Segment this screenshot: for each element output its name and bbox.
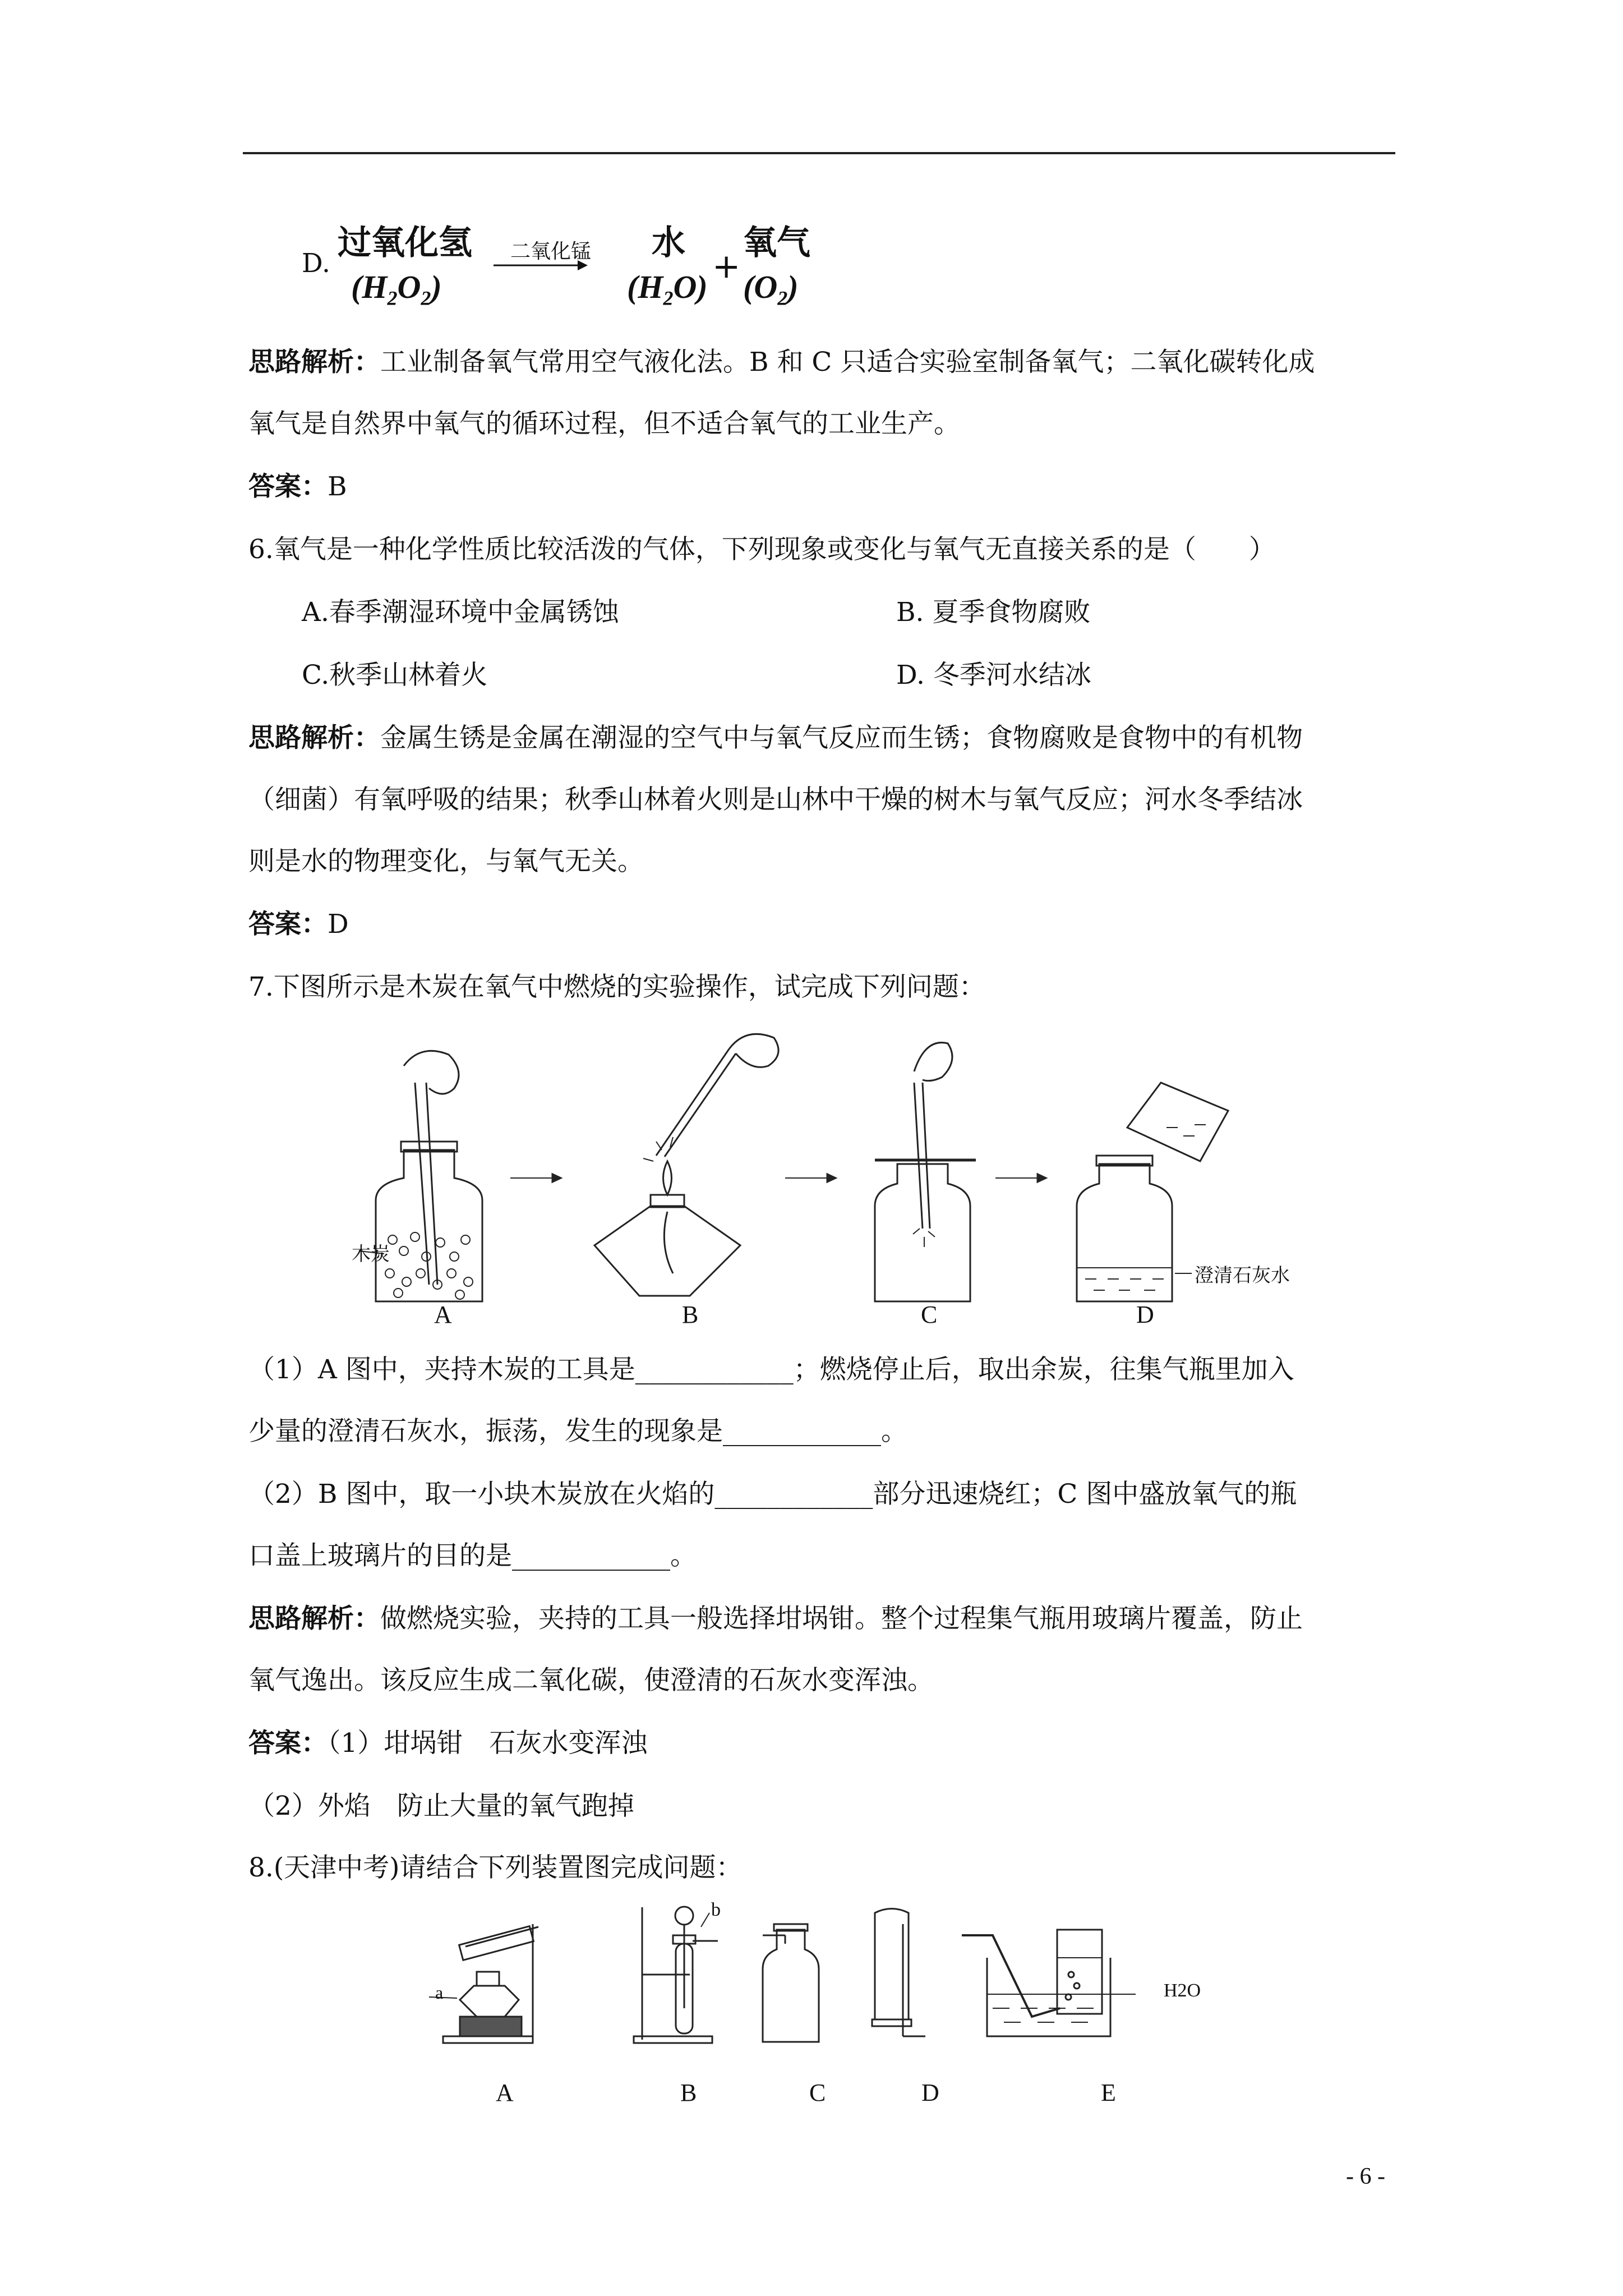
q6-option-d: D. 冬季河水结冰 <box>896 660 1091 691</box>
catalyst-label: 二氧化锰 <box>510 240 592 263</box>
label-limewater: 澄清石灰水 <box>1195 1264 1290 1287</box>
q7-stem: 7.下图所示是木炭在氧气中燃烧的实验操作，试完成下列问题： <box>248 972 985 1002</box>
answer-label: 答案： <box>248 471 328 502</box>
q7-analysis-line1: 思路解析：做燃烧实验，夹持的工具一般选择坩埚钳。整个过程集气瓶用玻璃片覆盖，防止 <box>248 1603 1303 1634</box>
q7-part1-line2: 少量的澄清石灰水，振荡，发生的现象是____________。 <box>248 1416 907 1447</box>
reactant-formula: $(H_2O_2)$ <box>351 269 442 310</box>
q6-answer: 答案：D <box>248 909 349 940</box>
fig8-label-c: C <box>809 2079 826 2106</box>
label-water: H2O <box>1164 1980 1201 2001</box>
q8-stem: 8.(天津中考)请结合下列装置图完成问题： <box>248 1852 743 1883</box>
fig8-label-d: D <box>921 2079 939 2106</box>
figure-a-jar <box>376 1051 482 1301</box>
plus-sign: + <box>712 247 741 286</box>
q6-option-b: B. 夏季食物腐败 <box>896 597 1091 628</box>
q6-option-c: C.秋季山林着火 <box>302 660 488 691</box>
fig7-label-d: D <box>1136 1301 1154 1328</box>
page-number: - 6 - <box>1346 2164 1385 2189</box>
analysis-label: 思路解析： <box>248 347 380 378</box>
q5-analysis-line1: 思路解析：工业制备氧气常用空气液化法。B 和 C 只适合实验室制备氧气；二氧化碳转化成 <box>248 347 1315 378</box>
product2-name: 氧气 <box>743 223 810 263</box>
figure-c-jar <box>875 1043 976 1301</box>
answer-label: 答案： <box>248 909 328 940</box>
charcoal-experiment-figure <box>336 1027 1301 1346</box>
label-a-lamp: a <box>435 1982 444 2003</box>
option-label-d: D. <box>302 248 330 279</box>
q7-answer-line2: （2）外焰 防止大量的氧气跑掉 <box>248 1791 634 1821</box>
product1-name: 水 <box>652 223 685 263</box>
apparatus-a <box>443 1924 538 2043</box>
q6-analysis-line1: 思路解析：金属生锈是金属在潮湿的空气中与氧气反应而生锈；食物腐败是食物中的有机物 <box>248 723 1303 753</box>
q6-analysis-line2: （细菌）有氧呼吸的结果；秋季山林着火则是山林中干燥的树木与氧气反应；河水冬季结冰 <box>248 784 1303 815</box>
apparatus-c <box>763 1924 819 2042</box>
fig8-label-b: B <box>680 2079 697 2106</box>
q7-part2-line2: 口盖上玻璃片的目的是____________。 <box>248 1540 697 1571</box>
fig7-label-c: C <box>921 1301 938 1328</box>
q7-part2-line1: （2）B 图中，取一小块木炭放在火焰的____________部分迅速烧红；C 图中盛放氧气的瓶 <box>248 1479 1297 1510</box>
q5-answer: 答案：B <box>248 471 347 502</box>
q6-option-a: A.春季潮湿环境中金属锈蚀 <box>302 597 619 628</box>
product1-formula: $(H_2O)$ <box>627 269 708 310</box>
fig8-label-e: E <box>1101 2079 1116 2106</box>
analysis-label: 思路解析： <box>248 1603 380 1634</box>
analysis-label: 思路解析： <box>248 723 380 753</box>
q6-stem: 6.氧气是一种化学性质比较活泼的气体，下列现象或变化与氧气无直接关系的是（ ） <box>248 534 1275 565</box>
q5-analysis-line2: 氧气是自然界中氧气的循环过程，但不适合氧气的工业生产。 <box>248 408 960 439</box>
figure-b-lamp <box>594 1034 778 1296</box>
q6-analysis-line3: 则是水的物理变化，与氧气无关。 <box>248 846 644 877</box>
product2-formula: $(O_2)$ <box>743 269 799 310</box>
apparatus-b <box>634 1907 718 2043</box>
apparatus-figure <box>426 1902 1211 2064</box>
apparatus-d <box>872 1909 925 2037</box>
fig8-label-a: A <box>496 2079 514 2106</box>
answer-label: 答案： <box>248 1728 328 1759</box>
label-b-funnel: b <box>711 1899 721 1920</box>
fig7-label-a: A <box>434 1301 452 1328</box>
q7-answer-line1: 答案：（1）坩埚钳 石灰水变浑浊 <box>248 1728 648 1759</box>
fig7-label-b: B <box>682 1301 699 1328</box>
reactant-name: 过氧化氢 <box>338 223 472 263</box>
q7-part1-line1: （1）A 图中，夹持木炭的工具是____________；燃烧停止后，取出余炭，往集气瓶里加入 <box>248 1354 1294 1385</box>
label-charcoal: 木炭 <box>352 1243 390 1266</box>
reaction-arrow <box>494 257 589 274</box>
apparatus-e <box>962 1930 1110 2036</box>
q7-analysis-line2: 氧气逸出。该反应生成二氧化碳，使澄清的石灰水变浑浊。 <box>248 1665 934 1696</box>
header-rule <box>243 152 1395 154</box>
